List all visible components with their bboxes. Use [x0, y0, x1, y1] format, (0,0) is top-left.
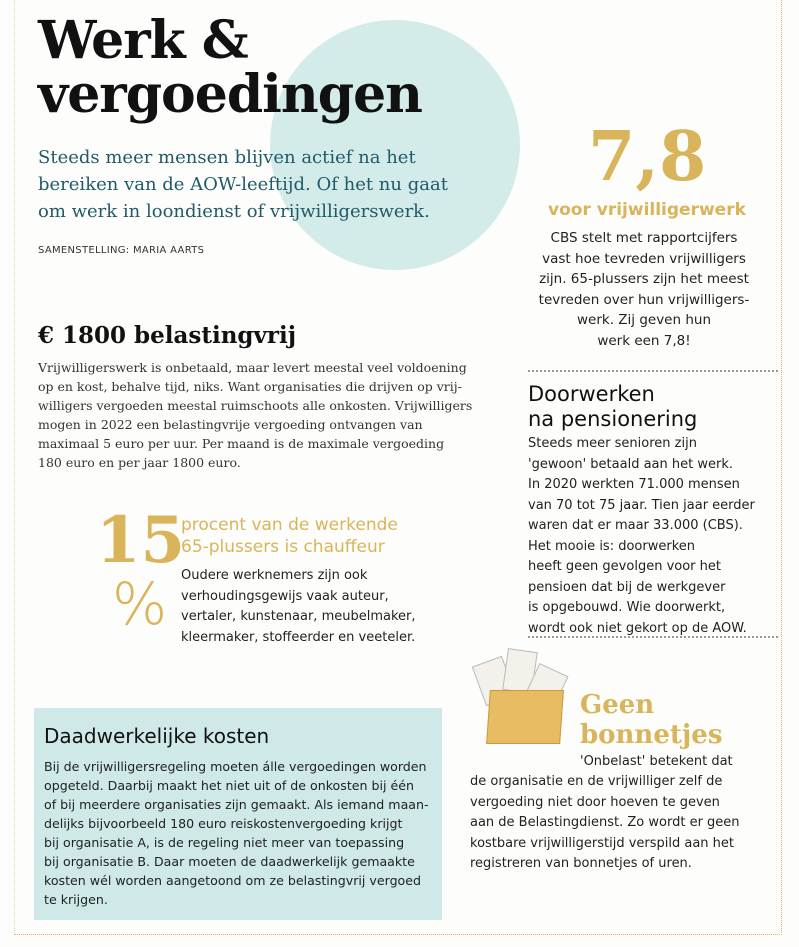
receipts-text-first: 'Onbelast' betekent dat	[580, 754, 733, 769]
chauffeur-text: Oudere werknemers zijn ook verhoudingsgewijs vaak auteur, vertaler, kunstenaar, meubelmaker, kleermaker, stoffeerder en veeteler.	[181, 568, 416, 645]
taxfree-text: Vrijwilligerswerk is onbetaald, maar levert meestal veel voldoening op en kost, behalve tijd, niks. Want organisaties die drijven op vrij- willigers vergoeden meestal ruimschoots alle onkosten. Vrijwilligers mogen in 2022 een belastingvrije vergoeding ontvangen van maximaal 5 euro per uur. Per maand is de maximale vergoeding 180 euro en per jaar 1800 euro.	[38, 360, 473, 470]
receipts-heading: Geen bonnetjes	[580, 690, 723, 750]
rating-label: voor vrijwilligerwerk	[548, 200, 746, 220]
rating-text: CBS stelt met rapportcijfers vast hoe tevreden vrijwilligers zijn. 65-plussers zijn het meest tevreden over hun vrijwilligers- werk. Zij geven hun werk een 7,8!	[538, 230, 750, 349]
taxfree-heading: € 1800 belastingvrij	[38, 322, 297, 349]
percent-sign: %	[112, 570, 168, 638]
divider	[528, 370, 778, 372]
pension-heading: Doorwerken na pensionering	[528, 382, 698, 431]
intro-text: Steeds meer mensen blijven actief na het bereiken van de AOW-leeftijd. Of het nu gaat om werk in loondienst of vrijwilligerswerk.	[38, 147, 448, 222]
costs-heading: Daadwerkelijke kosten	[44, 724, 270, 748]
chauffeur-label: procent van de werkende 65-plussers is chauffeur	[181, 515, 398, 557]
receipts-text: de organisatie en de vrijwilliger zelf de vergoeding niet door hoeven te geven aan de Belastingdienst. Zo wordt er geen kostbare vrijwilligerstijd verspild aan het registreren van bonnetjes of uren.	[470, 774, 740, 871]
page-title: Werk & vergoedingen	[38, 10, 422, 125]
pension-text: Steeds meer senioren zijn 'gewoon' betaald aan het werk. In 2020 werkten 71.000 mensen van 70 tot 75 jaar. Tien jaar eerder waren dat er maar 33.000 (CBS). Het mooie is: doorwerken heeft geen gevolgen voor het pensioen dat bij de werkgever is opgebouwd. Wie doorwerkt, wordt ook niet gekort op de AOW.	[528, 436, 755, 636]
credit-line: SAMENSTELLING: MARIA AARTS	[38, 245, 205, 256]
costs-text: Bij de vrijwilligersregeling moeten álle vergoedingen worden opgeteld. Daarbij maakt het niet uit of de onkosten bij één of bij meerdere organisaties zijn gemaakt. Als iemand maan- delijks bijvoorbeeld 180 euro reiskostenvergoeding krijgt bij organisatie A, is de regeling niet meer van toepassing bij organisatie B. Daar moeten de daadwerkelijk gemaakte kosten wél worden aangetoond om ze belastingvrij vergoed te krijgen.	[44, 759, 429, 907]
chauffeur-number: 15	[96, 503, 186, 578]
rating-number: 7,8	[588, 117, 707, 197]
divider	[528, 636, 778, 638]
